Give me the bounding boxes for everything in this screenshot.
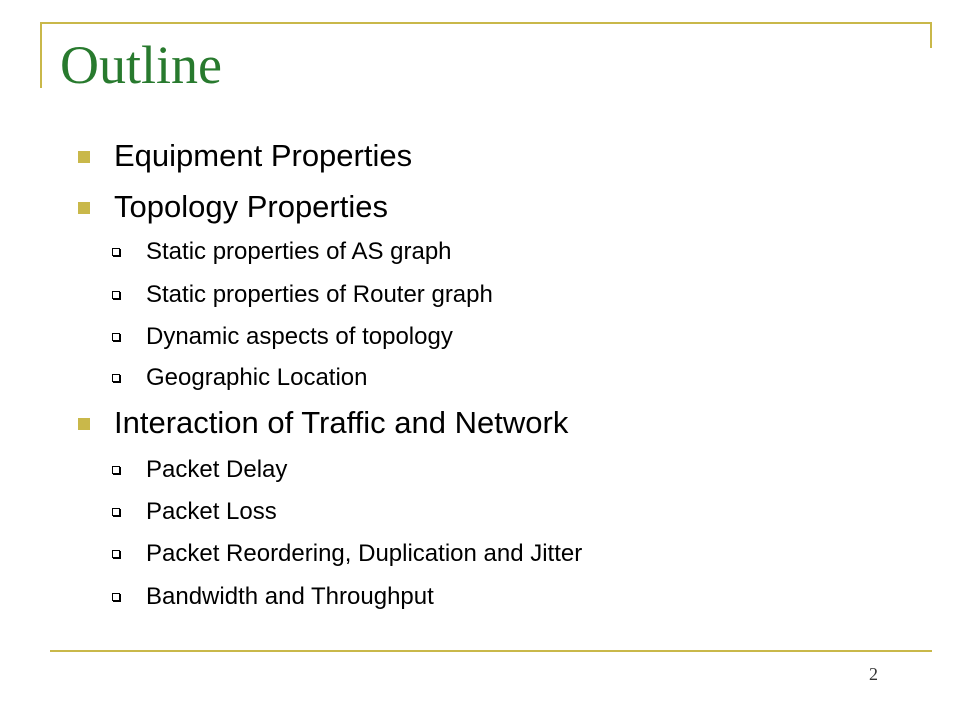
frame-left-rule — [40, 22, 42, 88]
outline-item-text: Interaction of Traffic and Network — [114, 405, 569, 440]
outline-item-level2 — [112, 498, 277, 526]
outline-item-level1 — [78, 189, 388, 225]
outline-item-level2 — [112, 583, 434, 611]
outline-item-text: Static properties of Router graph — [146, 281, 493, 308]
outline-item-text: Packet Reordering, Duplication and Jitter — [146, 540, 583, 567]
square-bullet-icon — [78, 151, 90, 163]
outline-item-text: Packet Loss — [146, 498, 277, 525]
frame-right-rule — [930, 22, 932, 48]
frame-top-rule — [40, 22, 932, 24]
outline-item-level2 — [112, 281, 493, 309]
slide-title: Outline — [60, 35, 222, 95]
outline-item-level2 — [112, 323, 453, 351]
page-number: 2 — [869, 664, 878, 684]
box-bullet-icon — [112, 466, 120, 474]
square-bullet-icon — [78, 418, 90, 430]
box-bullet-icon — [112, 374, 120, 382]
square-bullet-icon — [78, 202, 90, 214]
outline-item-text: Equipment Properties — [114, 138, 413, 173]
outline-item-text: Static properties of AS graph — [146, 238, 452, 265]
box-bullet-icon — [112, 593, 120, 601]
outline-item-level2 — [112, 364, 367, 392]
outline-item-level2 — [112, 238, 452, 266]
box-bullet-icon — [112, 291, 120, 299]
box-bullet-icon — [112, 333, 120, 341]
box-bullet-icon — [112, 248, 120, 256]
outline-item-text: Dynamic aspects of topology — [146, 323, 453, 350]
outline-item-level2 — [112, 456, 287, 484]
outline-item-level2 — [112, 540, 582, 568]
box-bullet-icon — [112, 550, 120, 558]
outline-item-text: Topology Properties — [114, 189, 388, 224]
frame-bottom-rule — [50, 650, 932, 652]
outline-item-text: Packet Delay — [146, 456, 288, 483]
outline-item-level1 — [78, 138, 412, 174]
outline-item-level1 — [78, 405, 568, 441]
outline-item-text: Geographic Location — [146, 364, 368, 391]
outline-item-text: Bandwidth and Throughput — [146, 583, 434, 610]
box-bullet-icon — [112, 508, 120, 516]
